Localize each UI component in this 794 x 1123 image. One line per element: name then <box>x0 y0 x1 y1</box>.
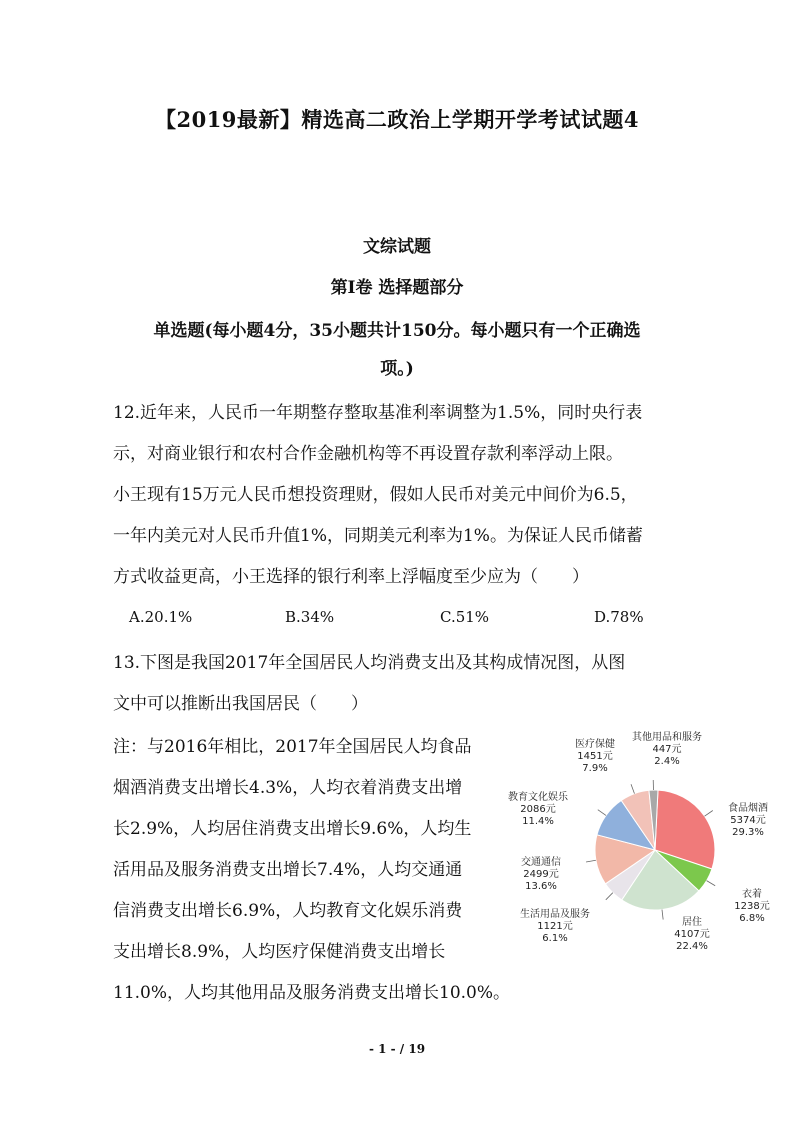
question-line: 方式收益更高，小王选择的银行利率上浮幅度至少应为（ ） <box>113 567 589 587</box>
slice-label: 食品烟酒 <box>728 803 768 814</box>
question-line: 13.下图是我国2017年全国居民人均消费支出及其构成情况图，从图 <box>113 653 626 673</box>
leader-line <box>586 860 596 862</box>
slice-amount: 1121元 <box>537 921 573 932</box>
document-title: 【2019最新】精选高二政治上学期开学考试试题4 <box>154 107 640 132</box>
slice-amount: 2086元 <box>520 804 556 815</box>
slice-amount: 447元 <box>652 744 682 755</box>
section-title: 第Ⅰ卷 选择题部分 <box>330 278 464 298</box>
note-line: 注：与2016年相比，2017年全国居民人均食品 <box>113 737 472 757</box>
slice-label: 其他用品和服务 <box>632 732 702 743</box>
option-b: B.34% <box>285 608 335 626</box>
slice-amount: 2499元 <box>523 869 559 880</box>
consumption-pie-chart <box>500 725 790 965</box>
exam-name: 文综试题 <box>363 237 431 257</box>
slice-label: 医疗保健 <box>575 739 615 750</box>
slice-amount: 4107元 <box>674 929 710 940</box>
question-line: 文中可以推断出我国居民（ ） <box>113 694 368 714</box>
question-line: 示，对商业银行和农村合作金融机构等不再设置存款利率浮动上限。 <box>113 444 623 464</box>
page-number: - 1 - / 19 <box>368 1042 426 1056</box>
slice-percent: 6.1% <box>542 933 568 944</box>
note-line: 支出增长8.9%，人均医疗保健消费支出增长 <box>113 942 446 962</box>
note-line: 信消费支出增长6.9%，人均教育文化娱乐消费 <box>113 901 463 921</box>
instructions-line-1: 单选题(每小题4分，35小题共计150分。每小题只有一个正确选 <box>153 321 641 341</box>
instructions-line-2: 项。) <box>380 359 414 379</box>
slice-percent: 11.4% <box>522 816 554 827</box>
slice-percent: 2.4% <box>654 756 680 767</box>
leader-line <box>606 893 613 900</box>
slice-amount: 1451元 <box>577 751 613 762</box>
slice-amount: 5374元 <box>730 815 766 826</box>
leader-line <box>662 910 663 920</box>
question-line: 12.近年来，人民币一年期整存整取基准利率调整为1.5%，同时央行表 <box>113 403 643 423</box>
leader-line <box>631 784 634 793</box>
leader-line <box>707 881 716 886</box>
slice-percent: 7.9% <box>582 763 608 774</box>
slice-percent: 13.6% <box>525 881 557 892</box>
slice-label: 衣着 <box>742 889 762 900</box>
slice-amount: 1238元 <box>734 901 770 912</box>
slice-label: 生活用品及服务 <box>520 909 590 920</box>
leader-line <box>705 811 713 817</box>
slice-percent: 22.4% <box>676 941 708 952</box>
option-c: C.51% <box>440 608 490 626</box>
option-a: A.20.1% <box>129 608 193 626</box>
note-line: 活用品及服务消费支出增长7.4%，人均交通通 <box>113 860 463 880</box>
slice-percent: 6.8% <box>739 913 765 924</box>
question-line: 小王现有15万元人民币想投资理财，假如人民币对美元中间价为6.5， <box>113 485 638 505</box>
leader-line <box>598 810 606 816</box>
note-line: 烟酒消费支出增长4.3%，人均衣着消费支出增 <box>113 778 463 798</box>
slice-label: 居住 <box>682 917 702 928</box>
slice-label: 交通通信 <box>521 857 561 868</box>
note-line: 长2.9%，人均居住消费支出增长9.6%，人均生 <box>113 819 472 839</box>
slice-percent: 29.3% <box>732 827 764 838</box>
slice-label: 教育文化娱乐 <box>508 792 568 803</box>
question-line: 一年内美元对人民币升值1%，同期美元利率为1%。为保证人民币储蓄 <box>113 526 643 546</box>
option-d: D.78% <box>594 608 644 626</box>
note-line: 11.0%，人均其他用品及服务消费支出增长10.0%。 <box>113 983 511 1003</box>
